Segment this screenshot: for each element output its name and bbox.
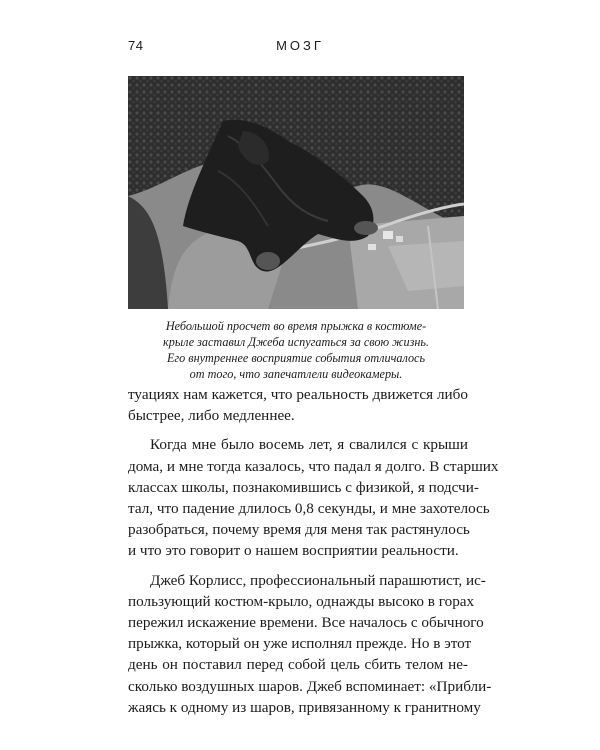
text-line: сколько воздушных шаров. Джеб вспоминает: «Прибли- bbox=[128, 677, 492, 695]
caption-line: Его внутреннее восприятие события отличалось bbox=[166, 351, 426, 365]
text-line: Когда мне было восемь лет, я свалился с крыши bbox=[150, 436, 468, 454]
text-line: пережил искажение времени. Все началось с обычного bbox=[128, 614, 484, 632]
caption-line: от того, что запечатлели видеокамеры. bbox=[189, 367, 403, 381]
caption-line: Небольшой просчет во время прыжка в костюме- bbox=[165, 319, 427, 333]
text-line: жаясь к одному из шаров, привязанному к гранитному bbox=[128, 698, 481, 716]
text-line: тал, что падение длилось 0,8 секунды, и мне захотелось bbox=[128, 500, 490, 518]
paragraph bbox=[128, 434, 499, 561]
paragraph bbox=[128, 384, 468, 426]
text-line: пользующий костюм-крыло, однажды высоко в горах bbox=[128, 592, 475, 610]
text-line: Джеб Корлисс, профессиональный парашютист, ис- bbox=[150, 571, 486, 589]
body-text bbox=[128, 384, 499, 726]
text-line: быстрее, либо медленнее. bbox=[128, 407, 295, 425]
text-line: день он поставил перед собой цель сбить телом не- bbox=[128, 656, 468, 674]
text-line: разобраться, почему время для меня так растянулось bbox=[128, 521, 470, 539]
running-head: МОЗГ bbox=[276, 38, 324, 53]
figure-caption bbox=[128, 318, 464, 382]
text-line: прыжка, который он уже исполнял прежде. Но в этот bbox=[128, 635, 472, 653]
text-line: дома, и мне тогда казалось, что падал я долго. В старших bbox=[128, 457, 499, 475]
text-line: и что это говорит о нашем восприятии реальности. bbox=[128, 542, 459, 560]
page-number: 74 bbox=[128, 38, 144, 53]
wingsuit-photo bbox=[128, 76, 464, 309]
paragraph bbox=[128, 570, 492, 718]
caption-line: крыле заставил Джеба испугаться за свою жизнь. bbox=[163, 335, 429, 349]
text-line: классах школы, познакомившись с физикой, я подсчи- bbox=[128, 478, 479, 496]
text-line: туациях нам кажется, что реальность движется либо bbox=[128, 386, 468, 403]
